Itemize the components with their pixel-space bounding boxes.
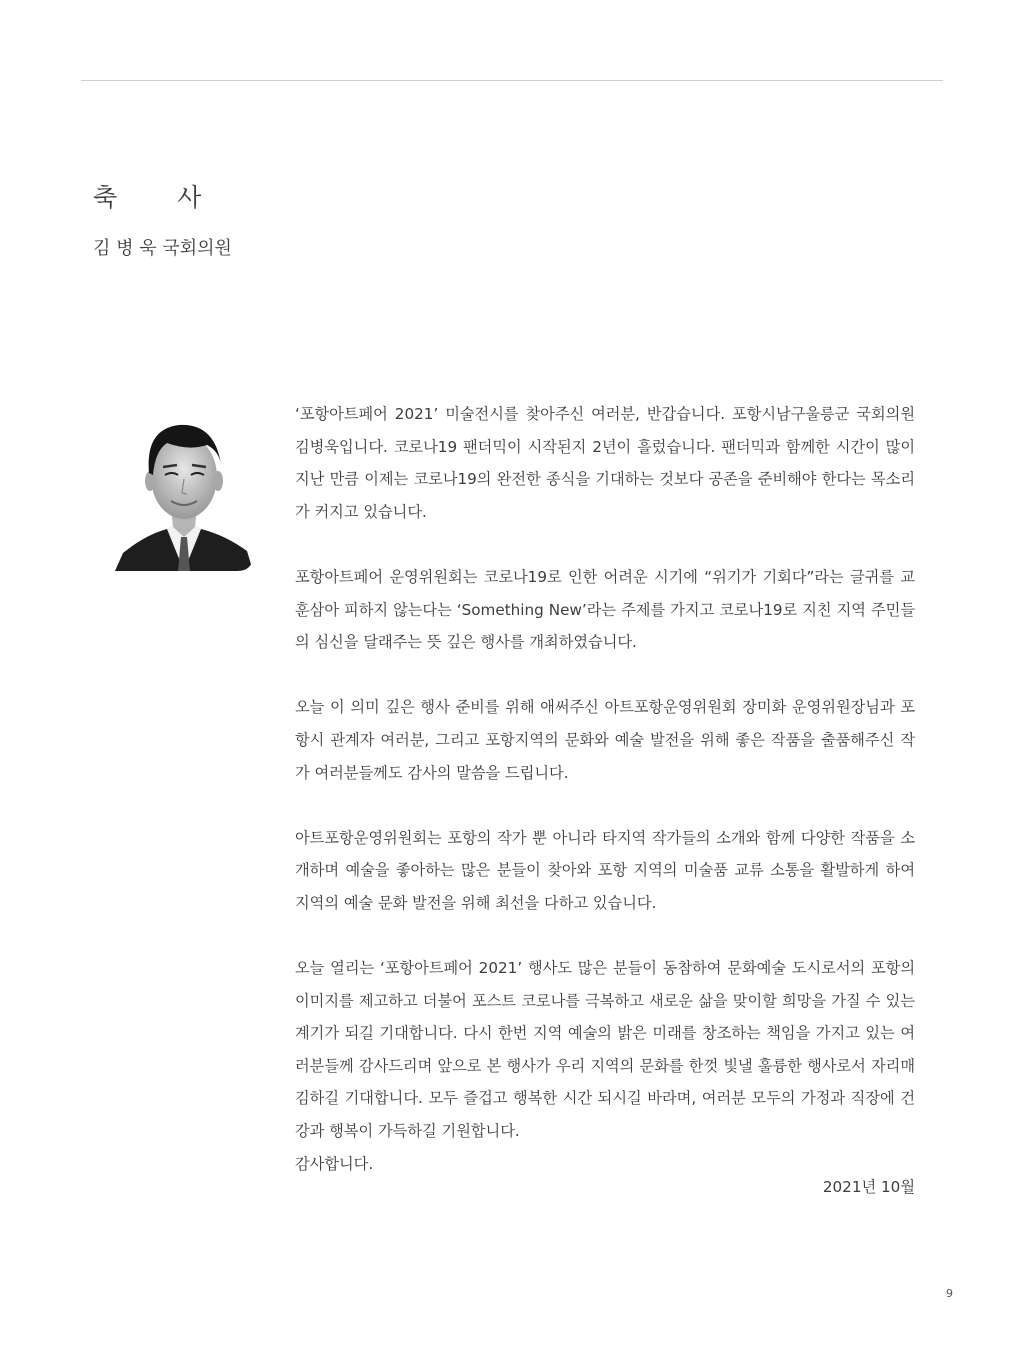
- author-line: 김 병 욱 국회의원: [93, 238, 232, 259]
- paragraph-4: 아트포항운영위원회는 포항의 작가 뿐 아니라 타지역 작가들의 소개와 함께 다양한 작품을 소개하며 예술을 좋아하는 많은 분들이 찾아와 포항 지역의 미술품 교류 소통을 활발하게 하여 지역의 예술 문화 발전을 위해 최선을 다하고 있습니다.: [295, 828, 915, 912]
- paragraph-3: 오늘 이 의미 깊은 행사 준비를 위해 애써주신 아트포항운영위원회 장미화 운영위원장님과 포항시 관계자 여러분, 그리고 포항지역의 문화와 예술 발전을 위해 좋은 작품을 출품해주신 작가 여러분들께도 감사의 말씀을 드립니다.: [295, 698, 915, 782]
- closing-line: 감사합니다.: [295, 1154, 374, 1173]
- page-number: 9: [946, 1287, 953, 1300]
- top-divider: [81, 80, 943, 81]
- paragraph-5: 오늘 열리는 ‘포항아트페어 2021’ 행사도 많은 분들이 동참하여 문화예술 도시로서의 포항의 이미지를 제고하고 더불어 포스트 코로나를 극복하고 새로운 삶을 맞이할 희망을 가질 수 있는 계기가 되길 기대합니다. 다시 한번 지역 예술의 밝은 미래를 창조하는 책임을 가지고 있는 여러분들께 감사드리며 앞으로 본 행사가 우리 지역의 문화를 한껏 빛낼 훌륭한 행사로서 자리매김하길 기대합니다. 모두 즐겁고 행복한 시간 되시길 바라며, 여러분 모두의 가정과 직장에 건강과 행복이 가득하길 기원합니다.: [295, 959, 915, 1141]
- date-line: 2021년 10월: [822, 1178, 915, 1196]
- speech-body: [295, 398, 915, 1180]
- title-char-2: 사: [177, 183, 202, 212]
- paragraph-2: 포항아트페어 운영위원회는 코로나19로 인한 어려운 시기에 “위기가 기회다”라는 글귀를 교훈삼아 피하지 않는다는 ‘Something New’라는 주제를 가지고 코로나19로 지친 지역 주민들의 심신을 달래주는 뜻 깊은 행사를 개최하였습니다.: [295, 567, 915, 652]
- title-char-1: 축: [93, 183, 118, 212]
- portrait-photo: [115, 395, 253, 571]
- paragraph-1: ‘포항아트페어 2021’ 미술전시를 찾아주신 여러분, 반갑습니다. 포항시남구울릉군 국회의원 김병욱입니다. 코로나19 팬더믹이 시작된지 2년이 흘렀습니다. 팬더믹과 함께한 시간이 많이 지난 만큼 이제는 코로나19의 완전한 종식을 기대하는 것보다 공존을 준비해야 한다는 목소리가 커지고 있습니다.: [295, 405, 915, 521]
- page-title: [93, 178, 201, 214]
